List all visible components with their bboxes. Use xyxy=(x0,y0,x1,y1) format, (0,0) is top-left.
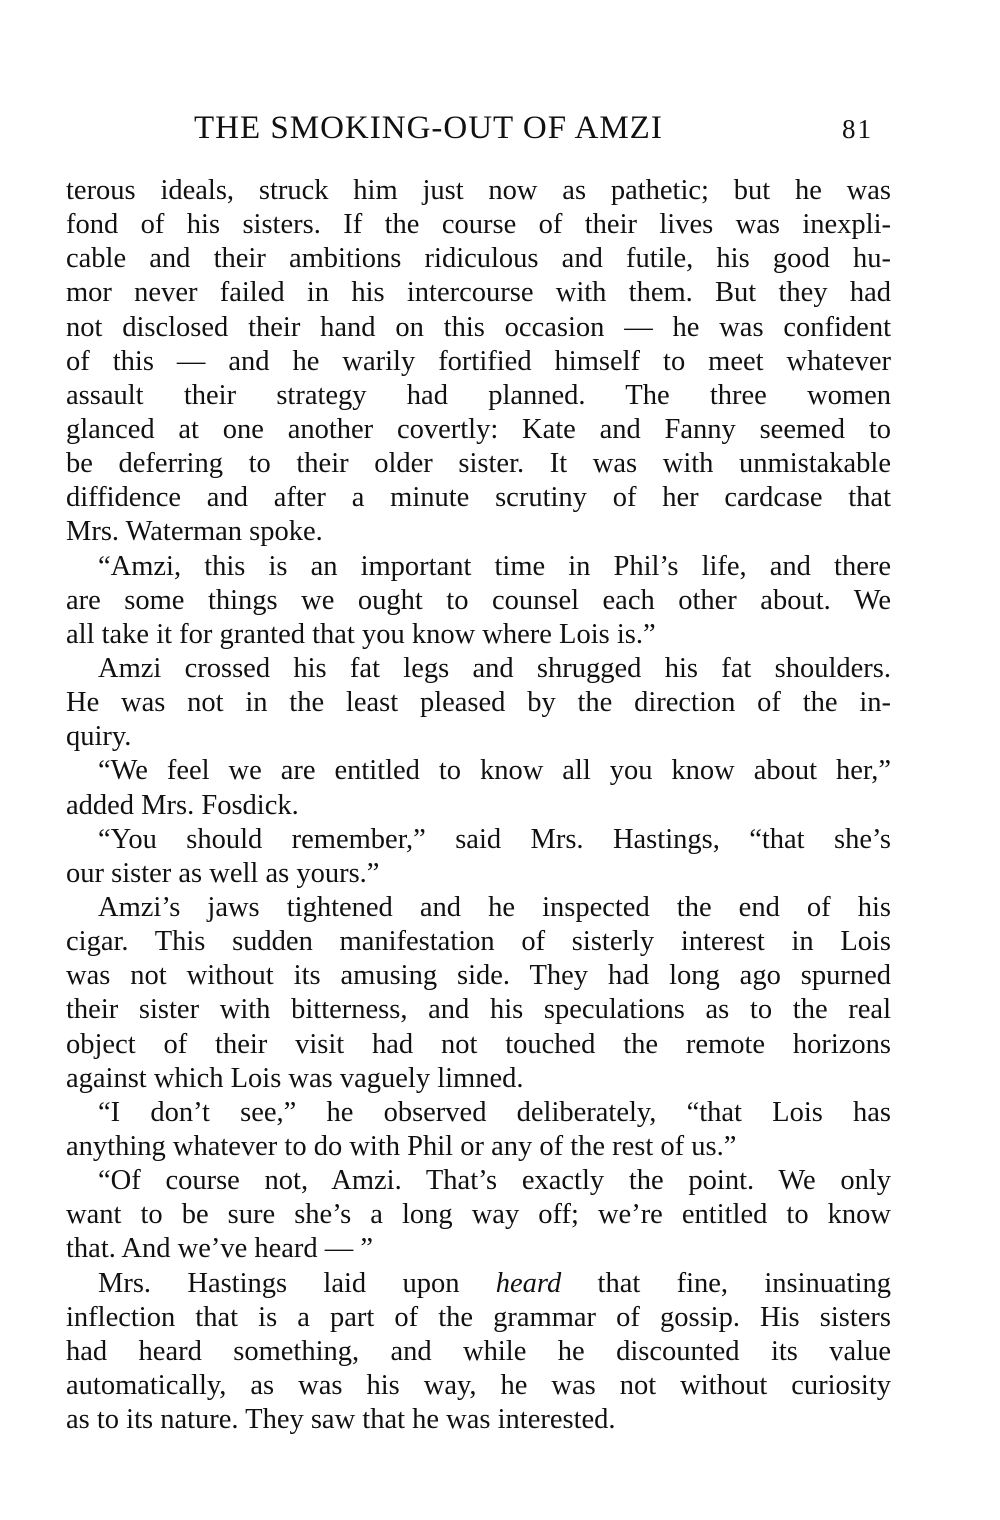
text-line: inflection that is a part of the grammar of gossip. His sisters xyxy=(66,1301,891,1333)
text-line: as to its nature. They saw that he was interested. xyxy=(66,1404,616,1436)
text-line: diffidence and after a minute scrutiny of her cardcase that xyxy=(66,482,891,514)
text-span: that fine, insinuating xyxy=(561,1267,891,1299)
text-line: of this — and he warily fortified himself to meet whatever xyxy=(66,345,891,377)
text-line: “You should remember,” said Mrs. Hastings, “that she’s xyxy=(98,823,891,855)
text-line: terous ideals, struck him just now as pathetic; but he was xyxy=(66,175,891,206)
text-line: “We feel we are entitled to know all you know about her,” xyxy=(98,755,891,787)
text-line: “Of course not, Amzi. That’s exactly the point. We only xyxy=(98,1165,891,1197)
text-line-with-italic xyxy=(66,1267,891,1301)
italic-word: heard xyxy=(495,1267,562,1299)
text-line: their sister with bitterness, and his speculations as to the real xyxy=(66,994,891,1026)
text-line: “Amzi, this is an important time in Phil’s life, and there xyxy=(98,550,891,582)
text-span: Mrs. Hastings laid upon xyxy=(98,1267,496,1299)
text-line: want to be sure she’s a long way off; we’re entitled to know xyxy=(66,1199,891,1231)
text-line: was not without its amusing side. They had long ago spurned xyxy=(66,960,891,992)
text-line: object of their visit had not touched the remote horizons xyxy=(66,1028,891,1060)
text-line: not disclosed their hand on this occasion — he was confident xyxy=(66,311,891,343)
text-line: assault their strategy had planned. The three women xyxy=(66,379,891,411)
text-line: all take it for granted that you know where Lois is.” xyxy=(66,618,656,650)
text-line: “I don’t see,” he observed deliberately, “that Lois has xyxy=(98,1096,891,1128)
text-line: be deferring to their older sister. It was with unmistakable xyxy=(66,448,891,480)
text-line: anything whatever to do with Phil or any of the rest of us.” xyxy=(66,1130,737,1162)
running-head xyxy=(0,110,1000,154)
text-line: that. And we’ve heard — ” xyxy=(66,1233,374,1265)
text-line: are some things we ought to counsel each other about. We xyxy=(66,584,891,616)
text-line: glanced at one another covertly: Kate and Fanny seemed to xyxy=(66,413,891,445)
text-line: Amzi crossed his fat legs and shrugged his fat shoulders. xyxy=(98,652,891,684)
text-line: added Mrs. Fosdick. xyxy=(66,789,299,821)
text-line: mor never failed in his intercourse with them. But they had xyxy=(66,277,891,309)
text-line: Amzi’s jaws tightened and he inspected the end of his xyxy=(98,891,891,923)
text-line: fond of his sisters. If the course of their lives was inexpli- xyxy=(66,209,891,241)
page-number: 81 xyxy=(842,114,873,144)
text-line: cable and their ambitions ridiculous and futile, his good hu- xyxy=(66,243,891,275)
text-line: quiry. xyxy=(66,721,132,753)
text-line: our sister as well as yours.” xyxy=(66,857,380,889)
text-line: Mrs. Waterman spoke. xyxy=(66,516,323,548)
body-text xyxy=(66,174,891,1437)
text-line: automatically, as was his way, he was not without curiosity xyxy=(66,1369,891,1401)
text-line: cigar. This sudden manifestation of sisterly interest in Lois xyxy=(66,926,891,958)
text-line: had heard something, and while he discounted its value xyxy=(66,1335,891,1367)
chapter-title: THE SMOKING-OUT OF AMZI xyxy=(194,110,663,146)
text-line: He was not in the least pleased by the direction of the in- xyxy=(66,687,891,719)
text-line: against which Lois was vaguely limned. xyxy=(66,1062,524,1094)
